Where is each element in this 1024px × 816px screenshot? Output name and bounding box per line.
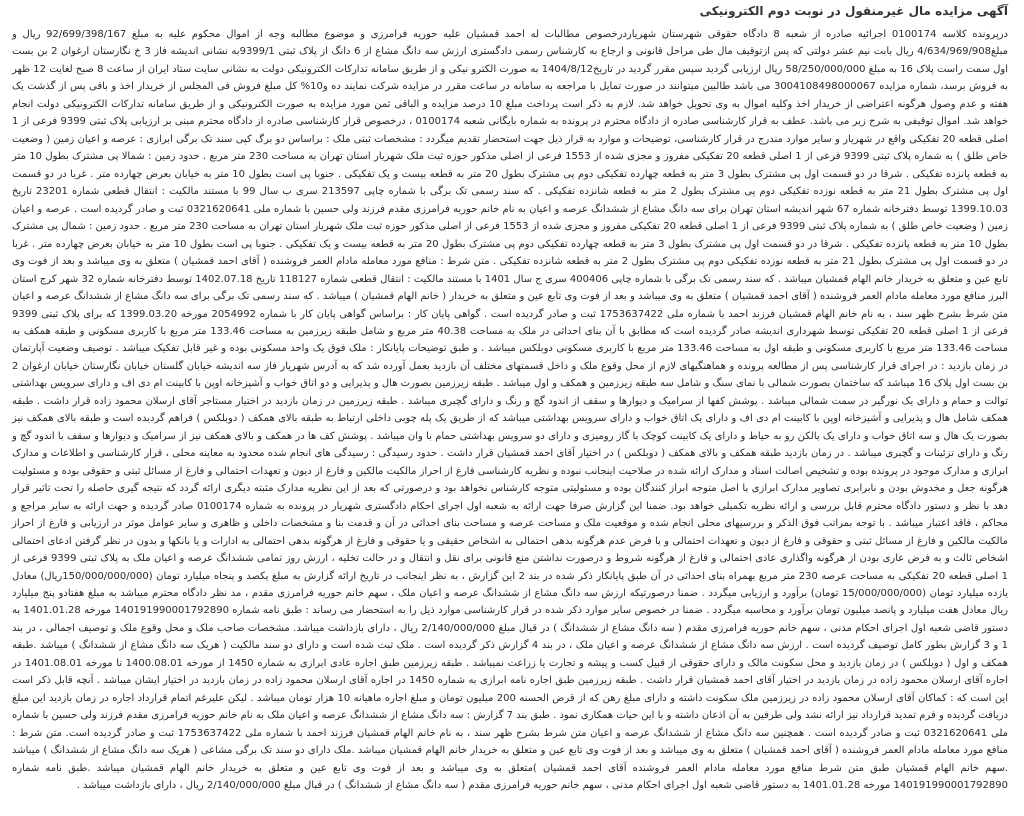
notice-body: درپرونده کلاسه 0100174 اجرائیه صادره از شعبه 8 دادگاه حقوقی شهرستان شهریاردرخصوص مطالبات له احمد قمشیان علیه حوریه فرامرزی و موضوع مطالبه وجه از اموال محکوم علیه به مبلغ 92/699/398/167 ریال و مبلغ4/634/969/908 ریال بابت نیم عشر دولتی که پس ازتوقیف مال طی مراحل قانونی و ارجاع به کارشناس رسمی دادگستری ارزش سه دانگ مشاع از 6 دانگ از پلاک ثبتی 9399/1به نشانی اندیشه فاز 3 خ نگارستان ارغوان 2 بن بست اول سمت راست پلاک 16 به مبلغ 58/250/000/000 ریال ارزیابی گردید سپس مقرر گردید در تاریخ1404/8/12 به صورت الکترو نیکی و از طریق سامانه تدارکات الکترونیکی دولت به نشانی سایت ستاد ایران از ساعت 8 صبح لغایت 12 ظهر به فروش برسد، شماره مزایده 3004108498000067 می باشد طالبین میتوانند در صورت تمایل با مراجعه به سامانه در ساعت مقرر در مزایده شرکت نمایند ده و10% کل مبلغ فروش فی المجلس از خریدار اخذ و باقی پس از گذشت یک هفته و عدم وصول هرگونه اعتراضی از خریدار اخذ وکلیه اموال به وی تحویل خواهد شد. لازم به ذکر است پرداخت مبلغ 10 درصد مزایده و الباقی ثمن مورد مزایده به صورت الکترونیکی و از طریق سامانه تدارکات الکترونیکی دولت انجام خواهد شد. اموال توقیفی به شرح زیر می باشد. عطف به قرار کارشناسی صادره از دادگاه محترم در پرونده به شماره بایگانی شعبه 0100174 ، درخصوص قرار کارشناسی صادره از دادگاه محترم مبنی بر ارزیابی پلاک ثبتی 9399 فرعی از 1 اصلی قطعه 20 تفکیکی واقع در شهریار و سایر موارد مندرج در قرار کارشناسی، توضیحات و موارد به قرار ذیل جهت استحضار تقدیم میگردد : مشخصات ثبتی ملک : براساس دو برگ کپی سند تک برگی ابرازی : عرصه و اعیان زمین ( وضعیت خاص طلق ) به شماره پلاک ثبتی 9399 فرعی از 1 اصلی قطعه 20 تفکیکی مفروز و مجزی شده از 1553 فرعی از اصلی مذکور حوزه ثبت ملک شهریار استان تهران به مساحت 230 متر مربع . حدود زمین : شمالا پی مشترک بطول 10 متر به قطعه پانزده تفکیکی . شرقا در دو قسمت اول پی مشترک بطول 3 متر به قطعه چهارده تفکیکی دوم پی مشترک بطول 20 متر به قطعه بیست و یک تفکیکی . جنوبا پی است بطول 10 متر به خیابان بعرض چهارده متر . غربا در دو قسمت اول پی مشترک بطول 21 متر به قطعه نوزده تفکیکی دوم پی مشترک بطول 2 متر به قطعه شانزده تفکیکی . که سند رسمی تک برگی با شماره چاپی 213597 سری ب سال 99 با مستند مالکیت : انتقال قطعی شماره 23201 تاریخ 1399.10.03 توسط دفترخانه شماره 67 شهر اندیشه استان تهران برای سه دانگ مشاع از ششدانگ عرصه و اعیان به نام خانم حوریه فرامرزی مقدم فرزند ولی حسین با شماره ملی 0321620641 ثبت و صادر گردیده است . عرصه و اعیان زمین ( وضعیت خاص طلق ) به شماره پلاک ثبتی 9399 فرعی از 1 اصلی قطعه 20 تفکیکی مفروز و مجزی شده از 1553 فرعی از اصلی مذکور حوزه ثبت ملک شهریار استان تهران به مساحت 230 متر مربع . حدود زمین : شمال پی مشترک بطول 10 متر به قطعه پانزده تفکیکی . شرقا در دو قسمت اول پی مشترک بطول 3 متر به قطعه چهارده تفکیکی دوم پی مشترک بطول 20 متر به قطعه بیست و یک تفکیکی . جنوبا پی است بطول 10 متر به خیابان بعرض چهارده متر . غربا در دو قسمت اول پی مشترک بطول 21 متر به قطعه نوزده تفکیکی دوم پی مشترک بطول 2 متر به قطعه شانزده تفکیکی . متن شرط : منافع مورد معامله مادام العمر فروشنده ( آقای احمد قمشیان ) متعلق به وی میباشد و بعد از فوت وی تابع عین و متعلق به خریدار خانم الهام قمشیان میباشد . که سند رسمی تک برگی با شماره چاپی 400406 سری ج سال 1401 با مستند مالکیت : انتقال قطعی شماره 118127 تاریخ 1402.07.18 توسط دفترخانه شماره 32 شهر کرج استان البرز منافع مورد معامله مادام العمر فروشنده ( آقای احمد قمشیان ) متعلق به وی میباشد و بعد از فوت وی تابع عین و متعلق به خریدار ( خانم الهام قمشیان ) میباشد . که سند رسمی تک برگی برای سه دانگ مشاع از ششدانگ عرصه و اعیان متن شرط بشرح ظهر سند ، به نام خانم الهام قمشیان فرزند احمد با شماره ملی 1753637422 ثبت و صادر گردیده است . گواهی پایان کار : براساس گواهی پایان کار با شماره 2054992 مورخه 1399.03.20 که برای پلاک ثبتی 9399 فرعی از 1 اصلی قطعه 20 تفکیکی توسط شهرداری اندیشه صادر گردیده است که مطابق با آن بنای احداثی در ملک به مساحت 40.38 متر مربع و شامل طبقه زیرزمین به مساحت 133.46 متر مربع با کاربری مسکونی و طبقه همکف به مساحت 133.46 متر مربع با کاربری مسکونی و طبقه اول به مساحت 133.46 متر مربع با کاربری مسکونی دوبلکس میباشد . و طبق توضیحات پایانکار : ملک فوق یک واحد مسکونی بوده و غیر قابل تفکیک میباشد . توصیف وضعیت آپارتمان در زمان بازدید : در اجرای قرار کارشناسی پس از مطالعه پرونده و هماهنگیهای لازم از محل وقوع ملک و داخل قسمتهای مختلف آن بازدید بعمل آورده شد که به آدرس شهریار فاز سه اندیشه خیابان گلستان خیابان نگارستان خیابان ارغوان 2 بن بست اول پلاک 16 میباشد که ساختمان بصورت شمالی با نمای سنگ و شامل سه طبقه زیرزمین و همکف و اول میباشد . طبقه زیرزمین بصورت هال و پذیرایی و دو اتاق خواب و آشپزخانه اوپن با کابینت ام دی اف و دارای سرویس بهداشتی توالت و حمام و دارای یک نورگیر در سمت شمالی میباشد . پوشش کفها از سرامیک و دیوارها و سقف از اندود گچ و رنگ و دارای گچبری میباشد . طبقه زیرزمین در زمان بازدید در اختیار مستاجر آقای ارسلان محمود زاده قرار داشت . طبقه همکف شامل هال و پذیرایی و آشپزخانه اوپن با کابینت ام دی اف و دارای یک اتاق خواب و دارای سرویس بهداشتی میباشد که از طریق یک پله چوبی داخلی ارتباط به طبقه بالای همکف ( دوبلکس ) فراهم گردیده است و طبقه بالای همکف نیز بصورت یک هال و سه اتاق خواب و دارای یک بالکن رو به حیاط و دارای یک کابینت کوچک با گاز رومیزی و دارای دو سرویس بهداشتی حمام با وان میباشد . پوشش کف ها در همکف و بالای همکف نیز از سرامیک و دیوارها و سقف با اندود گچ و رنگ و دارای تزئینات و گچبری میباشد . در زمان بازدید طبقه همکف و بالای همکف ( دوبلکس ) در اختیار آقای احمد قمشیان قرار داشت . حدود رسیدگی : رسیدگی های انجام شده محدود به معاینه محلی ، قرار کارشناسی و اطلاعات و مدارک ابرازی و مدارک موجود در پرونده بوده و تشخیص اصالت اسناد و مدارک ارائه شده در صلاحیت اینجانب نبوده و نظریه کارشناسی فارغ از احراز مالکیت مالکین و فارغ از دیون و تعهدات احتمالی و فارغ از مسائل ثبتی و حقوقی بوده و مسئولیت هرگونه جعل و مخدوش بودن و نابرابری تصاویر مدارک ابرازی با اصل متوجه ابراز کنندگان بوده و مسئولیتی متوجه کارشناس نخواهد بود و درصورتی که بعد از این نظریه مدارک مثبته دیگری ارائه گردد که نتیجه گیری حاصله را تحت تاثیر قرار دهد با نظر و دستور دادگاه محترم قابل بررسی و ارائه نظریه تکمیلی خواهد بود. ضمنا این گزارش صرفا جهت ارائه به شعبه اول اجرای احکام دادگستری شهریار در پرونده به شماره 0100174 صادر گردیده و جهت ارائه به سایر مراجع و محاکم ، فاقد اعتبار میباشد . با توجه بمراتب فوق الذکر و بررسیهای محلی انجام شده و موقعیت ملک و مساحت عرصه و مساحت بنای احداثی در آن و قدمت بنا و مشخصات داخلی و ظاهری و سایر عوامل موثر در ارزیابی و فارغ از احراز مالکیت مالکین و فارغ از مسائل ثبتی و حقوقی و فارغ از دیون و تعهدات احتمالی و با فرض عدم هرگونه بدهی احتمالی به اشخاص حقیقی و یا حقوقی و فارغ از هرگونه بدهی احتمالی به ادارات و یا بانکها و بدون در نظر گرفتن ادعای احتمالی اشخاص ثالث و به فرض عاری بودن از هرگونه واگذاری عادی احتمالی و فارغ از هرگونه شروط و درصورت نداشتن منع قانونی برای نقل و انتقال و در حالت تخلیه ، ارزش روز تمامی ششدانگ عرصه و اعیان ملک به پلاک ثبتی 9399 فرعی از 1 اصلی قطعه 20 تفکیکی به مساحت عرصه 230 متر مربع بهمراه بنای احداثی در آن طبق پایانکار ذکر شده در بند 2 این گزارش ، به نظر اینجانب در تاریخ ارائه گزارش به مبلغ یکصد و پنجاه میلیارد تومان (150/000/000/000ریال) معادل یازده میلیارد تومان (15/000/000/000 تومان) برآورد و ارزیابی میگردد . ضمنا درصورتیکه ارزش سه دانگ مشاع از ششدانگ عرصه و اعیان ملک ، سهم خانم حوریه فرامرزی مقدم ، مد نظر دادگاه محترم میباشد به مبلغ هفتادو پنج میلیارد ریال معادل هفت میلیارد و پانصد میلیون تومان برآورد و محاسبه میگردد . ضمنا در خصوص سایر موارد ذکر شده در قرار کارشناسی موارد ذیل را به استحضار می رساند : طبق نامه شماره 140191990001792890 مورخه 1401.01.28 به دستور قاضی شعبه اول اجرای احکام مدنی ، سهم خانم حوریه فرامرزی مقدم ( سه دانگ مشاع از ششدانگ ) در قبال مبلغ 2/140/000/000 ریال ، دارای بازداشت میباشد. مشخصات صاحب ملک و محل وقوع ملک و توصیف اجمالی ، در بند 1 و 3 گزارش بطور کامل توصیف گردیده است . ارزش سه دانگ مشاع از ششدانگ عرصه و اعیان ملک ، در بند 4 گزارش ذکر گردیده است . ملک ثبت شده است و دارای دو سند مالکیت ( هریک سه دانگ مشاع از ششدانگ ) میباشد .طبقه همکف و اول ( دوبلکس ) در زمان بازدید و محل سکونت مالک و دارای حقوقی از قبیل کسب و پیشه و تجارت یا زراعت نمیباشد . طبقه زیرزمین طبق اجاره عادی ابرازی به شماره 1450 از مورخه 1400.08.01 تا مورخه 1401.08.01 در اجاره آقای ارسلان محمود زاده در زمان بازدید در اختیار آقای احمد قمشیان قرار داشت . طبقه زیرزمین طبق اجاره نامه ابرازی به شماره 1450 در اجاره آقای ارسلان محمود زاده در زمان بازدید در اختیار ایشان میباشد . آنچه قابل ذکر است این است که : کماکان آقای ارسلان محمود زاده در زیرزمین ملک سکونت داشته و دارای مبلغ رهن که از قرض الحسنه 200 میلیون تومان و مبلغ اجاره ماهیانه 10 هزار تومان میباشد . لیکن علیرغم اتمام قرارداد اجاره در زمان بازدید این مبلغ دریافت گردیده و فرم تمدید قرارداد نیز ارائه نشد ولی طرفین به آن اذعان داشته و با این حیات همکاری نمود . طبق بند 7 گزارش : سه دانگ مشاع از ششدانگ عرصه و اعیان ملک به نام خانم حوریه فرامرزی مقدم فرزند ولی حسین با شماره ملی 0321620641 ثبت و صادر گردیده است . همچنین سه دانگ مشاع از ششدانگ عرصه و اعیان متن شرط بشرح ظهر سند ، به نام خانم الهام قمشیان فرزند احمد با شماره ملی 1753637422 ثبت و صادر گردیده است. متن شرط : منافع مورد معامله مادام العمر فروشنده ( آقای احمد قمشیان ) متعلق به وی میباشد و بعد از فوت وی تابع عین و متعلق به خریدار خانم الهام قمشیان میباشد .ملک دارای دو سند تک برگی مشاعی ( هریک سه دانگ مشاع از ششدانگ ) میباشد .سهم خانم الهام قمشیان طبق متن شرط منافع مورد معامله مادام العمر فروشنده آقای احمد قمشیان )متعلق به وی میباشد و بعد از فوت وی تابع عین و متعلق به خریدار خانم الهام قمشیان میباشد .طبق نامه شماره 140191990001792890 مورخه 1401.01.28 به دستور قاضی شعبه اول اجرای احکام مدنی ، سهم خانم حوریه فرامرزی مقدم ( سه دانگ مشاع از ششدانگ ) در قبال مبلغ 2/140/000/000 ریال ، دارای بازداشت میباشد .	[12, 29, 1009, 792]
notice-title: آگهی مزایده مال غیرمنقول در نوبت دوم الکترونیکی	[699, 4, 1008, 18]
